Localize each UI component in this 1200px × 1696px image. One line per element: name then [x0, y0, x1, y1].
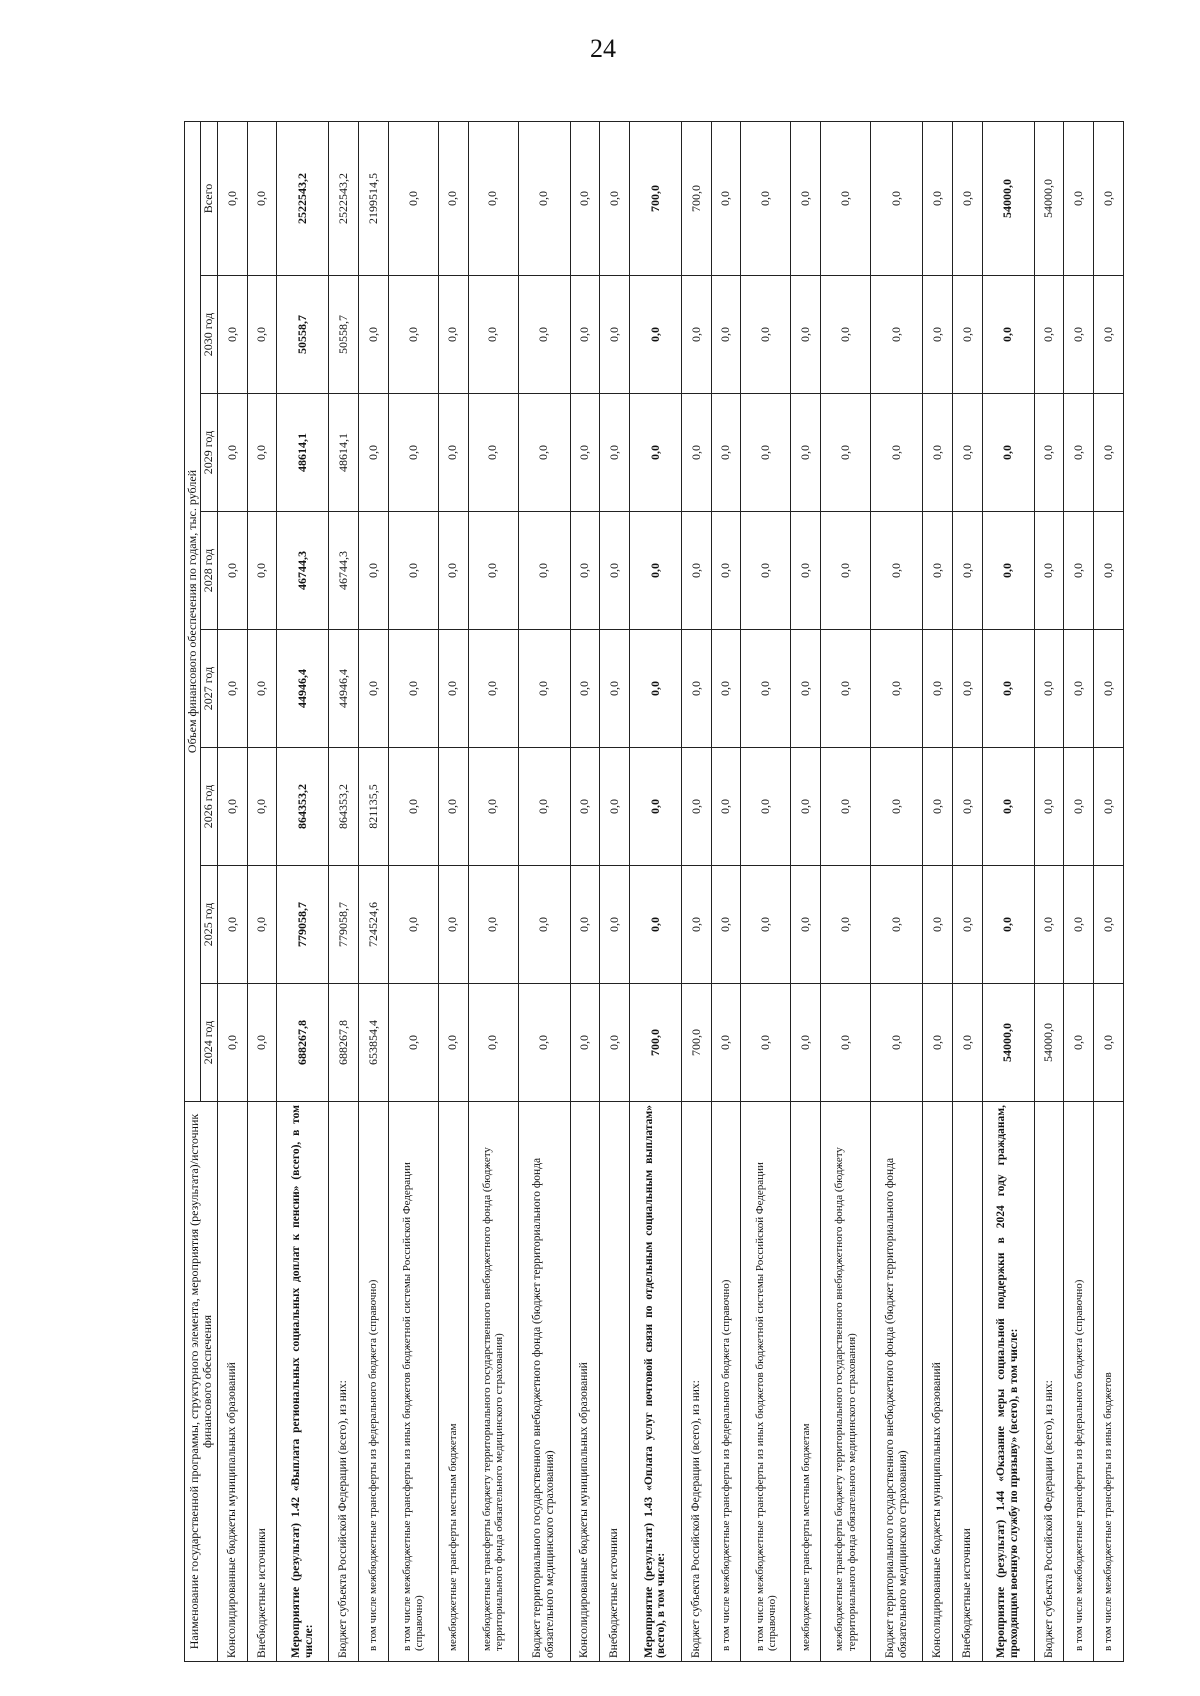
value-cell: 0,0: [682, 866, 712, 984]
value-cell: 0,0: [923, 984, 953, 1102]
value-cell: 0,0: [359, 394, 389, 512]
row-name-cell: в том числе межбюджетные трансферты из иных бюджетов бюджетной системы Российской Федерации (справочно): [741, 1102, 791, 1662]
value-cell: 0,0: [791, 121, 821, 275]
value-cell: 0,0: [570, 748, 600, 866]
value-cell: 48614,1: [277, 394, 329, 512]
value-cell: 0,0: [871, 748, 923, 866]
value-cell: 0,0: [1034, 866, 1064, 984]
value-cell: 0,0: [359, 630, 389, 748]
value-cell: 0,0: [1094, 748, 1124, 866]
value-cell: 44946,4: [329, 630, 359, 748]
value-cell: 0,0: [247, 984, 277, 1102]
year-header: 2025 год: [201, 866, 217, 984]
value-cell: 821135,5: [359, 748, 389, 866]
total-header: Всего: [201, 121, 217, 275]
value-cell: 0,0: [570, 512, 600, 630]
value-cell: 700,0: [629, 121, 681, 275]
row-name-cell: Внебюджетные источники: [600, 1102, 630, 1662]
value-cell: 0,0: [871, 630, 923, 748]
value-cell: 0,0: [791, 276, 821, 394]
value-cell: 0,0: [570, 630, 600, 748]
value-cell: 0,0: [982, 748, 1034, 866]
value-cell: 0,0: [821, 984, 871, 1102]
value-cell: 0,0: [518, 630, 570, 748]
value-cell: 0,0: [600, 121, 630, 275]
value-cell: 864353,2: [329, 748, 359, 866]
value-cell: 0,0: [217, 512, 247, 630]
row-name-cell: Внебюджетные источники: [952, 1102, 982, 1662]
value-cell: 0,0: [600, 276, 630, 394]
value-cell: 0,0: [518, 276, 570, 394]
value-cell: 0,0: [821, 394, 871, 512]
table-row: [247, 121, 277, 1661]
value-cell: 0,0: [468, 748, 518, 866]
value-cell: 0,0: [247, 866, 277, 984]
value-cell: 0,0: [629, 394, 681, 512]
row-name-cell: Мероприятие (результат) 1.42 «Выплата региональных социальных доплат к пенсии» (всего), в том числе:: [277, 1102, 329, 1662]
value-cell: 44946,4: [277, 630, 329, 748]
value-cell: 0,0: [388, 984, 438, 1102]
value-cell: 2199514,5: [359, 121, 389, 275]
value-cell: 0,0: [682, 748, 712, 866]
value-cell: 0,0: [741, 748, 791, 866]
value-cell: 0,0: [1094, 866, 1124, 984]
value-cell: 0,0: [438, 984, 468, 1102]
value-cell: 688267,8: [277, 984, 329, 1102]
table-row: [791, 121, 821, 1661]
value-cell: 0,0: [741, 394, 791, 512]
year-header: 2024 год: [201, 984, 217, 1102]
table-row: [629, 121, 681, 1661]
value-cell: 0,0: [791, 394, 821, 512]
value-cell: 0,0: [1064, 984, 1094, 1102]
value-cell: 0,0: [1064, 394, 1094, 512]
value-cell: 0,0: [871, 121, 923, 275]
value-cell: 0,0: [711, 866, 741, 984]
table-row: [711, 121, 741, 1661]
table-row: [821, 121, 871, 1661]
value-cell: 0,0: [1064, 512, 1094, 630]
value-cell: 0,0: [1064, 121, 1094, 275]
value-cell: 0,0: [438, 276, 468, 394]
value-cell: 0,0: [217, 984, 247, 1102]
table-row: [518, 121, 570, 1661]
table-row: [359, 121, 389, 1661]
value-cell: 0,0: [388, 394, 438, 512]
value-cell: 0,0: [1064, 748, 1094, 866]
row-name-cell: Мероприятие (результат) 1.43 «Оплата услуг почтовой связи по отдельным социальным выплатам» (всего), в том числе:: [629, 1102, 681, 1662]
value-cell: 54000,0: [1034, 121, 1064, 275]
value-cell: 0,0: [821, 121, 871, 275]
row-name-cell: в том числе межбюджетные трансферты из федерального бюджета (справочно): [359, 1102, 389, 1662]
value-cell: 0,0: [600, 630, 630, 748]
value-cell: 0,0: [217, 276, 247, 394]
value-cell: 0,0: [518, 394, 570, 512]
value-cell: 0,0: [711, 512, 741, 630]
value-cell: 0,0: [741, 512, 791, 630]
value-cell: 0,0: [982, 276, 1034, 394]
table-body: [217, 121, 1123, 1661]
table-row: [1094, 121, 1124, 1661]
value-cell: 0,0: [791, 512, 821, 630]
value-cell: 0,0: [821, 748, 871, 866]
value-cell: 0,0: [791, 630, 821, 748]
value-cell: 0,0: [982, 630, 1034, 748]
row-name-cell: Консолидированные бюджеты муниципальных образований: [570, 1102, 600, 1662]
value-cell: 2522543,2: [329, 121, 359, 275]
value-cell: 0,0: [923, 394, 953, 512]
value-cell: 0,0: [923, 748, 953, 866]
value-cell: 0,0: [1064, 276, 1094, 394]
row-name-cell: межбюджетные трансферты местным бюджетам: [791, 1102, 821, 1662]
table-row: [438, 121, 468, 1661]
value-cell: 0,0: [682, 394, 712, 512]
value-cell: 0,0: [682, 276, 712, 394]
value-cell: 0,0: [518, 866, 570, 984]
year-header: 2029 год: [201, 394, 217, 512]
row-name-cell: межбюджетные трансферты бюджету территориального государственного внебюджетного фонда (бюджету территориального фонда обязательного медицинского страхования): [821, 1102, 871, 1662]
value-cell: 0,0: [217, 121, 247, 275]
value-cell: 46744,3: [277, 512, 329, 630]
value-cell: 2522543,2: [277, 121, 329, 275]
year-header: 2026 год: [201, 748, 217, 866]
value-cell: 0,0: [468, 984, 518, 1102]
value-cell: 0,0: [247, 121, 277, 275]
value-cell: 0,0: [570, 394, 600, 512]
header-row-1: [185, 121, 201, 1661]
value-cell: 0,0: [1094, 984, 1124, 1102]
table-row: [600, 121, 630, 1661]
value-cell: 0,0: [247, 512, 277, 630]
value-cell: 0,0: [1034, 630, 1064, 748]
value-cell: 0,0: [1094, 394, 1124, 512]
value-cell: 0,0: [518, 748, 570, 866]
value-cell: 0,0: [438, 748, 468, 866]
row-name-cell: Мероприятие (результат) 1.44 «Оказание меры социальной поддержки в 2024 году гражданам, проходящим военную службу по призыву» (всего), в том числе:: [982, 1102, 1034, 1662]
value-cell: 46744,3: [329, 512, 359, 630]
value-cell: 0,0: [952, 984, 982, 1102]
value-cell: 0,0: [388, 866, 438, 984]
value-cell: 0,0: [741, 630, 791, 748]
value-cell: 0,0: [217, 866, 247, 984]
value-cell: 0,0: [217, 630, 247, 748]
value-cell: 779058,7: [277, 866, 329, 984]
year-header: 2030 год: [201, 276, 217, 394]
financing-group-header: Объем финансового обеспечения по годам, тыс. рублей: [185, 121, 201, 1101]
value-cell: 0,0: [438, 121, 468, 275]
table-row: [682, 121, 712, 1661]
value-cell: 864353,2: [277, 748, 329, 866]
year-header: 2028 год: [201, 512, 217, 630]
value-cell: 0,0: [871, 866, 923, 984]
value-cell: 0,0: [1034, 748, 1064, 866]
value-cell: 0,0: [247, 748, 277, 866]
value-cell: 0,0: [952, 866, 982, 984]
value-cell: 0,0: [1034, 276, 1064, 394]
value-cell: 779058,7: [329, 866, 359, 984]
value-cell: 0,0: [468, 394, 518, 512]
table-row: [468, 121, 518, 1661]
value-cell: 0,0: [1094, 121, 1124, 275]
value-cell: 0,0: [600, 512, 630, 630]
value-cell: 0,0: [518, 512, 570, 630]
value-cell: 0,0: [438, 394, 468, 512]
value-cell: 0,0: [388, 630, 438, 748]
value-cell: 0,0: [629, 748, 681, 866]
value-cell: 0,0: [217, 748, 247, 866]
value-cell: 0,0: [711, 748, 741, 866]
value-cell: 0,0: [923, 866, 953, 984]
value-cell: 0,0: [871, 394, 923, 512]
value-cell: 0,0: [468, 866, 518, 984]
value-cell: 0,0: [923, 512, 953, 630]
value-cell: 0,0: [600, 866, 630, 984]
value-cell: 0,0: [518, 121, 570, 275]
row-name-cell: в том числе межбюджетные трансферты из иных бюджетов бюджетной системы Российской Федерации (справочно): [388, 1102, 438, 1662]
value-cell: 0,0: [388, 276, 438, 394]
value-cell: 0,0: [1094, 512, 1124, 630]
value-cell: 0,0: [1094, 276, 1124, 394]
value-cell: 688267,8: [329, 984, 359, 1102]
value-cell: 0,0: [1034, 512, 1064, 630]
value-cell: 0,0: [629, 630, 681, 748]
row-name-cell: в том числе межбюджетные трансферты из иных бюджетов: [1094, 1102, 1124, 1662]
value-cell: 0,0: [821, 276, 871, 394]
value-cell: 0,0: [711, 276, 741, 394]
row-name-cell: в том числе межбюджетные трансферты из федерального бюджета (справочно): [1064, 1102, 1094, 1662]
value-cell: 0,0: [438, 630, 468, 748]
row-name-cell: межбюджетные трансферты местным бюджетам: [438, 1102, 468, 1662]
value-cell: 0,0: [952, 748, 982, 866]
value-cell: 0,0: [570, 276, 600, 394]
value-cell: 653854,4: [359, 984, 389, 1102]
value-cell: 0,0: [952, 276, 982, 394]
value-cell: 0,0: [629, 866, 681, 984]
value-cell: 50558,7: [329, 276, 359, 394]
value-cell: 0,0: [711, 984, 741, 1102]
row-name-cell: Бюджет субъекта Российской Федерации (всего), из них:: [1034, 1102, 1064, 1662]
value-cell: 0,0: [923, 276, 953, 394]
table-row: [329, 121, 359, 1661]
value-cell: 0,0: [247, 394, 277, 512]
value-cell: 54000,0: [982, 121, 1034, 275]
value-cell: 0,0: [982, 866, 1034, 984]
table-row: [982, 121, 1034, 1661]
table-row: [217, 121, 247, 1661]
value-cell: 0,0: [791, 984, 821, 1102]
value-cell: 0,0: [682, 512, 712, 630]
value-cell: 0,0: [923, 630, 953, 748]
value-cell: 0,0: [388, 748, 438, 866]
row-name-cell: Бюджет субъекта Российской Федерации (всего), из них:: [329, 1102, 359, 1662]
value-cell: 0,0: [600, 394, 630, 512]
table-row: [952, 121, 982, 1661]
value-cell: 0,0: [982, 394, 1034, 512]
value-cell: 0,0: [952, 512, 982, 630]
value-cell: 0,0: [791, 748, 821, 866]
name-column-header: Наименование государственной программы, структурного элемента, мероприятия (результата)/источник финансового обеспечения: [185, 1102, 218, 1662]
row-name-cell: Внебюджетные источники: [247, 1102, 277, 1662]
value-cell: 0,0: [570, 121, 600, 275]
value-cell: 0,0: [791, 866, 821, 984]
value-cell: 0,0: [1094, 630, 1124, 748]
row-name-cell: Бюджет субъекта Российской Федерации (всего), из них:: [682, 1102, 712, 1662]
year-header: 2027 год: [201, 630, 217, 748]
value-cell: 700,0: [682, 984, 712, 1102]
value-cell: 0,0: [388, 512, 438, 630]
value-cell: 0,0: [741, 121, 791, 275]
value-cell: 0,0: [629, 276, 681, 394]
value-cell: 0,0: [570, 984, 600, 1102]
value-cell: 0,0: [468, 276, 518, 394]
page-number: 24: [590, 34, 616, 63]
value-cell: 0,0: [247, 630, 277, 748]
value-cell: 0,0: [600, 748, 630, 866]
value-cell: 0,0: [741, 276, 791, 394]
value-cell: 700,0: [629, 984, 681, 1102]
value-cell: 0,0: [438, 512, 468, 630]
row-name-cell: Консолидированные бюджеты муниципальных образований: [217, 1102, 247, 1662]
value-cell: 700,0: [682, 121, 712, 275]
value-cell: 0,0: [247, 276, 277, 394]
value-cell: 48614,1: [329, 394, 359, 512]
value-cell: 0,0: [468, 512, 518, 630]
value-cell: 0,0: [1034, 394, 1064, 512]
value-cell: 0,0: [359, 512, 389, 630]
value-cell: 0,0: [952, 630, 982, 748]
value-cell: 0,0: [821, 866, 871, 984]
value-cell: 0,0: [1064, 866, 1094, 984]
table-row: [923, 121, 953, 1661]
row-name-cell: Консолидированные бюджеты муниципальных образований: [923, 1102, 953, 1662]
table-row: [871, 121, 923, 1661]
value-cell: 0,0: [741, 866, 791, 984]
value-cell: 0,0: [952, 394, 982, 512]
value-cell: 0,0: [570, 866, 600, 984]
value-cell: 0,0: [711, 630, 741, 748]
value-cell: 54000,0: [982, 984, 1034, 1102]
value-cell: 0,0: [821, 512, 871, 630]
value-cell: 0,0: [629, 512, 681, 630]
financing-table: [184, 121, 1124, 1662]
row-name-cell: Бюджет территориального государственного внебюджетного фонда (бюджет территориального фонда обязательного медицинского страхования): [518, 1102, 570, 1662]
value-cell: 50558,7: [277, 276, 329, 394]
value-cell: 0,0: [982, 512, 1034, 630]
value-cell: 724524,6: [359, 866, 389, 984]
value-cell: 0,0: [821, 630, 871, 748]
table-row: [741, 121, 791, 1661]
row-name-cell: Бюджет территориального государственного внебюджетного фонда (бюджет территориального фонда обязательного медицинского страхования): [871, 1102, 923, 1662]
value-cell: 0,0: [359, 276, 389, 394]
value-cell: 0,0: [952, 121, 982, 275]
value-cell: 0,0: [711, 121, 741, 275]
value-cell: 54000,0: [1034, 984, 1064, 1102]
value-cell: 0,0: [871, 276, 923, 394]
value-cell: 0,0: [518, 984, 570, 1102]
value-cell: 0,0: [741, 984, 791, 1102]
table-row: [1064, 121, 1094, 1661]
table-row: [277, 121, 329, 1661]
value-cell: 0,0: [682, 630, 712, 748]
value-cell: 0,0: [468, 121, 518, 275]
value-cell: 0,0: [923, 121, 953, 275]
table-row: [1034, 121, 1064, 1661]
value-cell: 0,0: [711, 394, 741, 512]
table-row: [388, 121, 438, 1661]
value-cell: 0,0: [600, 984, 630, 1102]
value-cell: 0,0: [388, 121, 438, 275]
value-cell: 0,0: [438, 866, 468, 984]
value-cell: 0,0: [217, 394, 247, 512]
rotated-table-container: [184, 122, 1124, 1662]
value-cell: 0,0: [1064, 630, 1094, 748]
table-row: [570, 121, 600, 1661]
value-cell: 0,0: [871, 984, 923, 1102]
value-cell: 0,0: [871, 512, 923, 630]
row-name-cell: в том числе межбюджетные трансферты из федерального бюджета (справочно): [711, 1102, 741, 1662]
value-cell: 0,0: [468, 630, 518, 748]
row-name-cell: межбюджетные трансферты бюджету территориального государственного внебюджетного фонда (бюджету территориального фонда обязательного медицинского страхования): [468, 1102, 518, 1662]
